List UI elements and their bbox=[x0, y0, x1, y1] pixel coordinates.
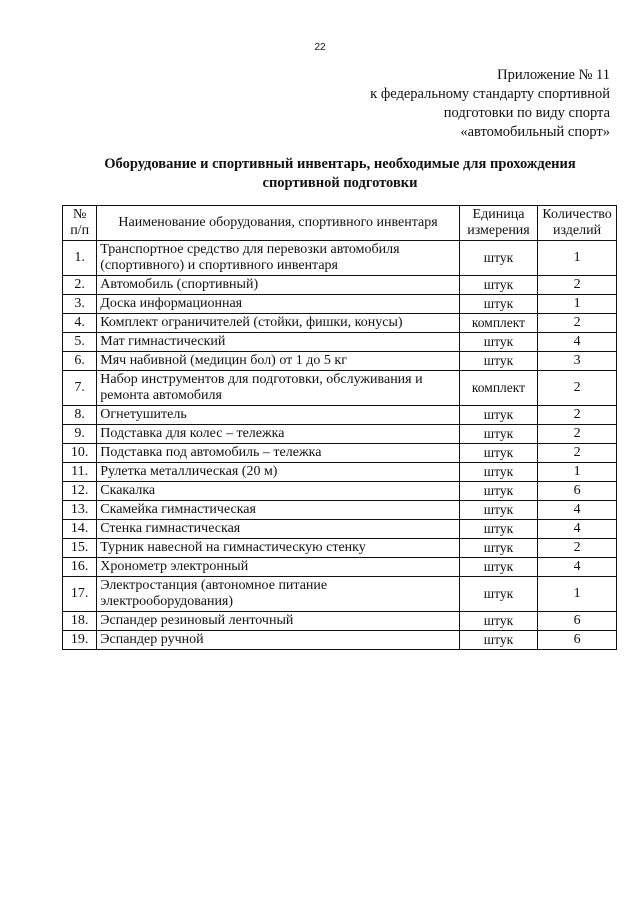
table-row bbox=[63, 631, 617, 650]
header-number bbox=[63, 206, 97, 241]
header-unit-line: измерения bbox=[467, 223, 530, 238]
row-quantity: 4 bbox=[538, 333, 617, 352]
row-number: 7. bbox=[63, 371, 97, 406]
row-unit: штук bbox=[459, 241, 537, 276]
row-number: 6. bbox=[63, 352, 97, 371]
table-row bbox=[63, 333, 617, 352]
row-name: Эспандер резиновый ленточный bbox=[97, 612, 460, 631]
row-number: 2. bbox=[63, 276, 97, 295]
row-unit: штук bbox=[459, 482, 537, 501]
row-number: 8. bbox=[63, 406, 97, 425]
row-quantity: 1 bbox=[538, 241, 617, 276]
row-quantity: 2 bbox=[538, 371, 617, 406]
table-row bbox=[63, 577, 617, 612]
row-name: Мат гимнастический bbox=[97, 333, 460, 352]
row-quantity: 2 bbox=[538, 425, 617, 444]
row-number: 15. bbox=[63, 539, 97, 558]
row-name: Хронометр электронный bbox=[97, 558, 460, 577]
row-unit: штук bbox=[459, 463, 537, 482]
row-quantity: 3 bbox=[538, 352, 617, 371]
table-row bbox=[63, 463, 617, 482]
row-name: Эспандер ручной bbox=[97, 631, 460, 650]
row-number: 11. bbox=[63, 463, 97, 482]
row-name: Автомобиль (спортивный) bbox=[97, 276, 460, 295]
table-row bbox=[63, 612, 617, 631]
equipment-table bbox=[62, 205, 617, 650]
row-unit: штук bbox=[459, 295, 537, 314]
table-row bbox=[63, 371, 617, 406]
row-number: 3. bbox=[63, 295, 97, 314]
appendix-line: Приложение № 11 bbox=[497, 67, 610, 83]
row-number: 18. bbox=[63, 612, 97, 631]
row-number: 14. bbox=[63, 520, 97, 539]
header-number-line: № bbox=[72, 207, 87, 222]
appendix-line: подготовки по виду спорта bbox=[443, 105, 610, 121]
row-unit: штук bbox=[459, 444, 537, 463]
table-row bbox=[63, 241, 617, 276]
row-name: Мяч набивной (медицин бол) от 1 до 5 кг bbox=[97, 352, 460, 371]
header-name: Наименование оборудования, спортивного инвентаря bbox=[97, 206, 460, 241]
table-row bbox=[63, 314, 617, 333]
row-number: 4. bbox=[63, 314, 97, 333]
row-quantity: 4 bbox=[538, 520, 617, 539]
row-unit: штук bbox=[459, 520, 537, 539]
row-unit: штук bbox=[459, 577, 537, 612]
row-quantity: 4 bbox=[538, 558, 617, 577]
header-quantity-line: Количество bbox=[542, 207, 612, 222]
header-unit bbox=[459, 206, 537, 241]
row-quantity: 2 bbox=[538, 314, 617, 333]
row-name: Огнетушитель bbox=[97, 406, 460, 425]
row-name: Подставка под автомобиль – тележка bbox=[97, 444, 460, 463]
row-quantity: 1 bbox=[538, 577, 617, 612]
table-row bbox=[63, 501, 617, 520]
row-name: Скакалка bbox=[97, 482, 460, 501]
row-quantity: 2 bbox=[538, 406, 617, 425]
table-row bbox=[63, 520, 617, 539]
appendix-line: «автомобильный спорт» bbox=[460, 124, 610, 140]
table-row bbox=[63, 406, 617, 425]
row-number: 5. bbox=[63, 333, 97, 352]
row-quantity: 6 bbox=[538, 612, 617, 631]
row-unit: штук bbox=[459, 558, 537, 577]
row-quantity: 2 bbox=[538, 444, 617, 463]
row-unit: комплект bbox=[459, 371, 537, 406]
row-unit: комплект bbox=[459, 314, 537, 333]
row-number: 17. bbox=[63, 577, 97, 612]
header-unit-line: Единица bbox=[472, 207, 525, 222]
header-quantity bbox=[538, 206, 617, 241]
table-row bbox=[63, 539, 617, 558]
table-row bbox=[63, 482, 617, 501]
row-unit: штук bbox=[459, 276, 537, 295]
table-row bbox=[63, 425, 617, 444]
row-quantity: 6 bbox=[538, 631, 617, 650]
table-body bbox=[63, 241, 617, 650]
row-unit: штук bbox=[459, 333, 537, 352]
row-name: Рулетка металлическая (20 м) bbox=[97, 463, 460, 482]
row-unit: штук bbox=[459, 406, 537, 425]
row-name: Комплект ограничителей (стойки, фишки, конусы) bbox=[97, 314, 460, 333]
title-line: спортивной подготовки bbox=[262, 175, 418, 191]
table-row bbox=[63, 276, 617, 295]
row-name: Доска информационная bbox=[97, 295, 460, 314]
row-unit: штук bbox=[459, 612, 537, 631]
row-name: Электростанция (автономное питание электрооборудования) bbox=[97, 577, 460, 612]
header-number-line: п/п bbox=[70, 223, 90, 238]
row-quantity: 2 bbox=[538, 276, 617, 295]
row-quantity: 1 bbox=[538, 295, 617, 314]
table-row bbox=[63, 558, 617, 577]
row-unit: штук bbox=[459, 352, 537, 371]
row-quantity: 1 bbox=[538, 463, 617, 482]
row-name: Подставка для колес – тележка bbox=[97, 425, 460, 444]
row-name: Стенка гимнастическая bbox=[97, 520, 460, 539]
row-number: 9. bbox=[63, 425, 97, 444]
page-number: 22 bbox=[314, 42, 326, 53]
appendix-header bbox=[280, 66, 610, 142]
table-row bbox=[63, 295, 617, 314]
header-quantity-line: изделий bbox=[553, 223, 602, 238]
row-number: 19. bbox=[63, 631, 97, 650]
row-quantity: 6 bbox=[538, 482, 617, 501]
document-title bbox=[60, 155, 620, 193]
row-name: Транспортное средство для перевозки автомобиля (спортивного) и спортивного инвентаря bbox=[97, 241, 460, 276]
row-unit: штук bbox=[459, 425, 537, 444]
row-number: 12. bbox=[63, 482, 97, 501]
row-number: 1. bbox=[63, 241, 97, 276]
row-name: Набор инструментов для подготовки, обслуживания и ремонта автомобиля bbox=[97, 371, 460, 406]
row-name: Скамейка гимнастическая bbox=[97, 501, 460, 520]
row-number: 13. bbox=[63, 501, 97, 520]
table-row bbox=[63, 352, 617, 371]
row-unit: штук bbox=[459, 631, 537, 650]
appendix-line: к федеральному стандарту спортивной bbox=[370, 86, 610, 102]
row-quantity: 4 bbox=[538, 501, 617, 520]
title-line: Оборудование и спортивный инвентарь, необходимые для прохождения bbox=[104, 156, 576, 172]
row-quantity: 2 bbox=[538, 539, 617, 558]
table-row bbox=[63, 444, 617, 463]
table-header-row bbox=[63, 206, 617, 241]
row-name: Турник навесной на гимнастическую стенку bbox=[97, 539, 460, 558]
row-unit: штук bbox=[459, 539, 537, 558]
row-number: 10. bbox=[63, 444, 97, 463]
row-number: 16. bbox=[63, 558, 97, 577]
row-unit: штук bbox=[459, 501, 537, 520]
